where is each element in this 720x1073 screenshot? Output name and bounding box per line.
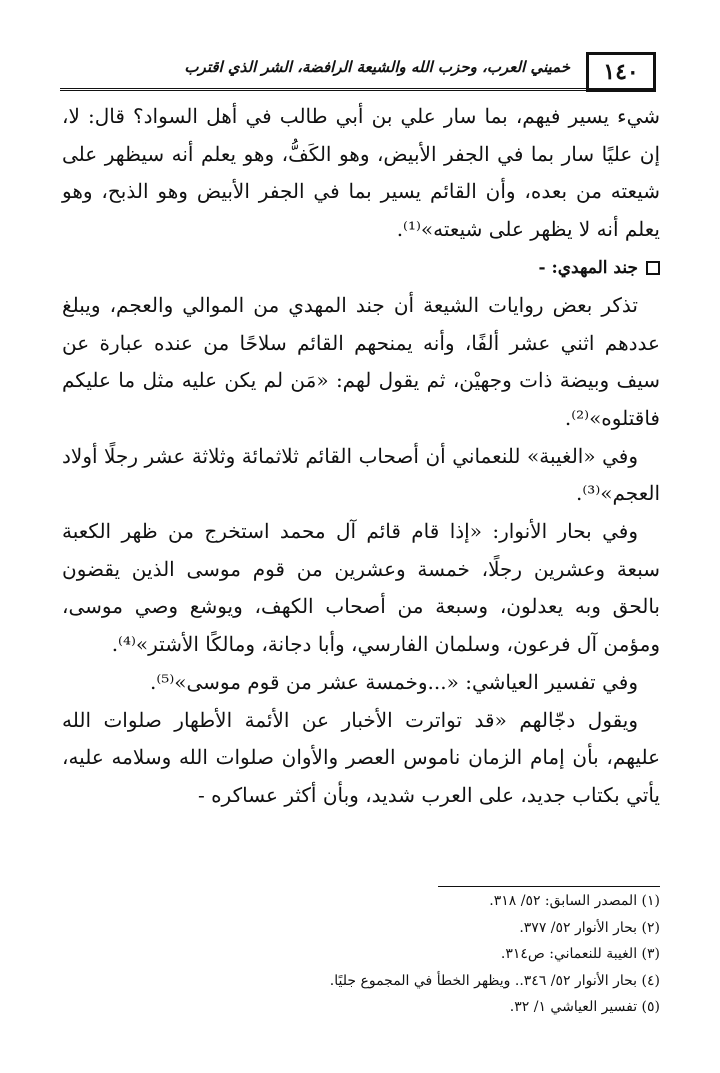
page-number: ١٤٠ xyxy=(586,52,656,92)
footnote: (٥) تفسير العياشي ١/ ٣٢. xyxy=(509,999,660,1015)
footnote-rule xyxy=(438,886,660,887)
page-header xyxy=(60,52,656,98)
footnotes xyxy=(62,888,660,1021)
paragraph-4: وفي بحار الأنوار: «إذا قام قائم آل محمد استخرج من ظهر الكعبة سبعة وعشرين رجلًا، خمسة وعشرين من قوم موسى الذين يقضون بالحق وبه يعدلون، وسبعة من أصحاب الكهف، ويوشع وصي موسى، ومؤمن آل فرعون، وسلمان الفارسي، وأبا دجانة، ومالكًا الأشتر»⁽⁴⁾. xyxy=(62,519,660,657)
body-text xyxy=(62,98,660,815)
running-title: خميني العرب، وحزب الله والشيعة الرافضة، الشر الذي اقترب xyxy=(184,58,570,76)
section-heading-text: جند المهدي: - xyxy=(538,257,638,278)
section-heading xyxy=(62,249,660,287)
footnote: (٢) بحار الأنوار ٥٢/ ٣٧٧. xyxy=(519,919,660,936)
paragraph-3: وفي «الغيبة» للنعماني أن أصحاب القائم ثلاثمائة وثلاثة عشر رجلًا أولاد العجم»⁽³⁾. xyxy=(62,443,660,506)
paragraph-5: وفي تفسير العياشي: «...وخمسة عشر من قوم موسى»⁽⁵⁾. xyxy=(150,669,638,694)
footnote: (١) المصدر السابق: ٥٢/ ٣١٨. xyxy=(489,893,660,909)
paragraph-1: شيء يسير فيهم، بما سار علي بن أبي طالب في أهل السواد؟ قال: لا، إن عليًا سار بما في الجفر الأبيض، وهو الكَفُّ، وهو يعلم أنه سيظهر على شيعته من بعده، وأن القائم يسير بما في الجفر الأبيض وهو الذبح، وهو يعلم أنه لا يظهر على شيعته»⁽¹⁾. xyxy=(62,104,660,242)
paragraph-6: ويقول دجّالهم «قد تواترت الأخبار عن الأئمة الأطهار صلوات الله عليهم، بأن إمام الزمان ناموس العصر والأوان صلوات الله وسلامه عليه، يأتي بكتاب جديد، على العرب شديد، وبأن أكثر عساكره - xyxy=(62,707,660,807)
header-rule xyxy=(60,88,656,91)
footnote: (٤) بحار الأنوار ٥٢/ ٣٤٦.. ويظهر الخطأ في المجموع جليًا. xyxy=(329,972,660,989)
paragraph-2: تذكر بعض روايات الشيعة أن جند المهدي من الموالي والعجم، ويبلغ عددهم اثني عشر ألفًا، وأنه يمنحهم القائم سلاحًا من عنده عبارة عن سيف وبيضة ذات وجهيْن، ثم يقول لهم: «مَن لم يكن عليه مثل ما عليكم فاقتلوه»⁽²⁾. xyxy=(62,292,660,430)
checkbox-bullet-icon xyxy=(646,261,660,275)
footnote: (٣) الغيبة للنعماني: ص٣١٤. xyxy=(500,946,660,962)
